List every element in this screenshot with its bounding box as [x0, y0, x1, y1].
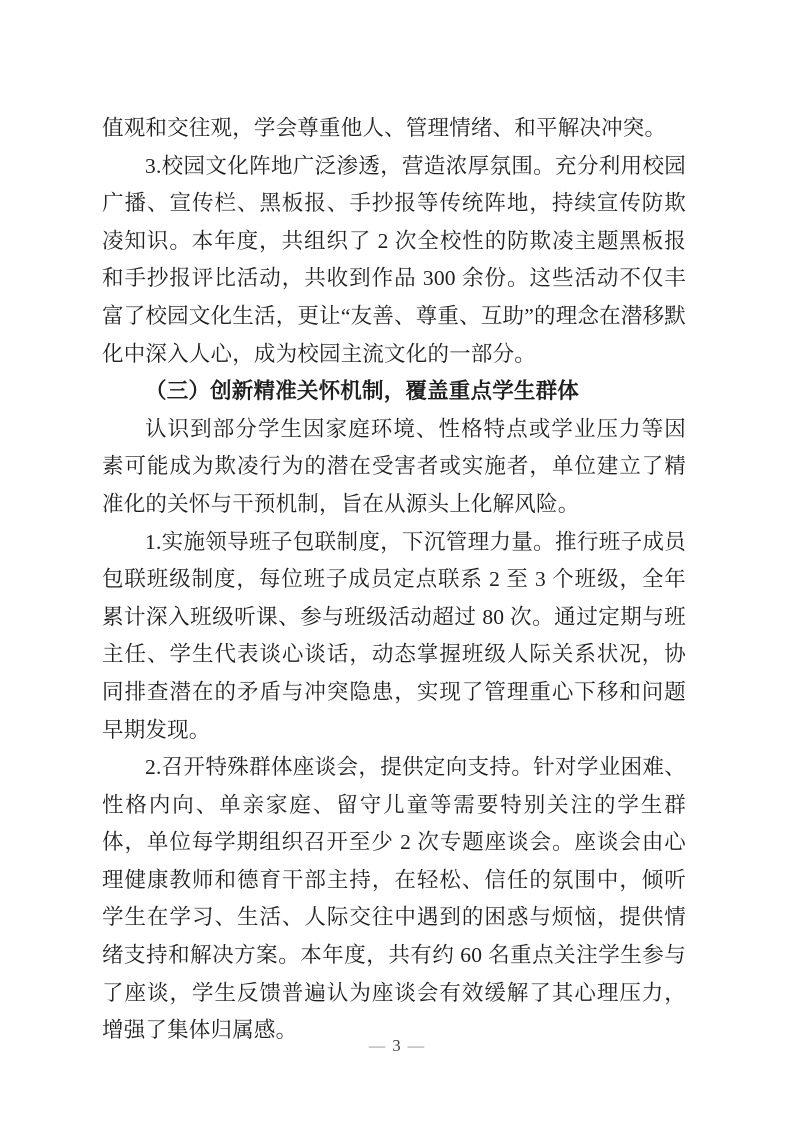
paragraph-campus-culture: 3.校园文化阵地广泛渗透，营造浓厚氛围。充分利用校园广播、宣传栏、黑板报、手抄报等传统阵地，持续宣传防欺凌知识。本年度，共组织了 2 次全校性的防欺凌主题黑板报和手抄报评比活动，共收到作品 300 余份。这些活动不仅丰富了校园文化生活，更让“友善、尊重、互助”的理念在潜移默化中深入人心，成为校园主流文化的一部分。 [102, 153, 686, 366]
paragraph-leadership-liaison: 1.实施领导班子包联制度，下沉管理力量。推行班子成员包联班级制度，每位班子成员定点联系 2 至 3 个班级，全年累计深入班级听课、参与班级活动超过 80 次。通过定期与班主任、学生代表谈心谈话，动态掌握班级人际关系状况，协同排查潜在的矛盾与冲突隐患，实现了管理重心下移和问题早期发现。 [102, 529, 686, 742]
page-number-value: 3 [392, 1036, 401, 1055]
paragraph-continuation: 值观和交往观，学会尊重他人、管理情绪、和平解决冲突。 [102, 116, 667, 140]
section-heading: （三）创新精准关怀机制，覆盖重点学生群体 [145, 379, 580, 404]
page-number-right-dash: — [407, 1036, 425, 1055]
document-content [102, 110, 686, 1050]
paragraph-special-groups: 2.召开特殊群体座谈会，提供定向支持。针对学业困难、性格内向、单亲家庭、留守儿童等需要特别关注的学生群体，单位每学期组织召开至少 2 次专题座谈会。座谈会由心理健康教师和德育干部主持，在轻松、信任的氛围中，倾听学生在学习、生活、人际交往中遇到的困惑与烦恼，提供情绪支持和解决方案。本年度，共有约 60 名重点关注学生参与了座谈，学生反馈普遍认为座谈会有效缓解了其心理压力，增强了集体归属感。 [102, 755, 686, 1043]
paragraph-mechanism-intro: 认识到部分学生因家庭环境、性格特点或学业压力等因素可能成为欺凌行为的潜在受害者或实施者，单位建立了精准化的关怀与干预机制，旨在从源头上化解风险。 [102, 416, 686, 516]
page-number-left-dash: — [368, 1036, 386, 1055]
page-number [0, 1035, 793, 1057]
